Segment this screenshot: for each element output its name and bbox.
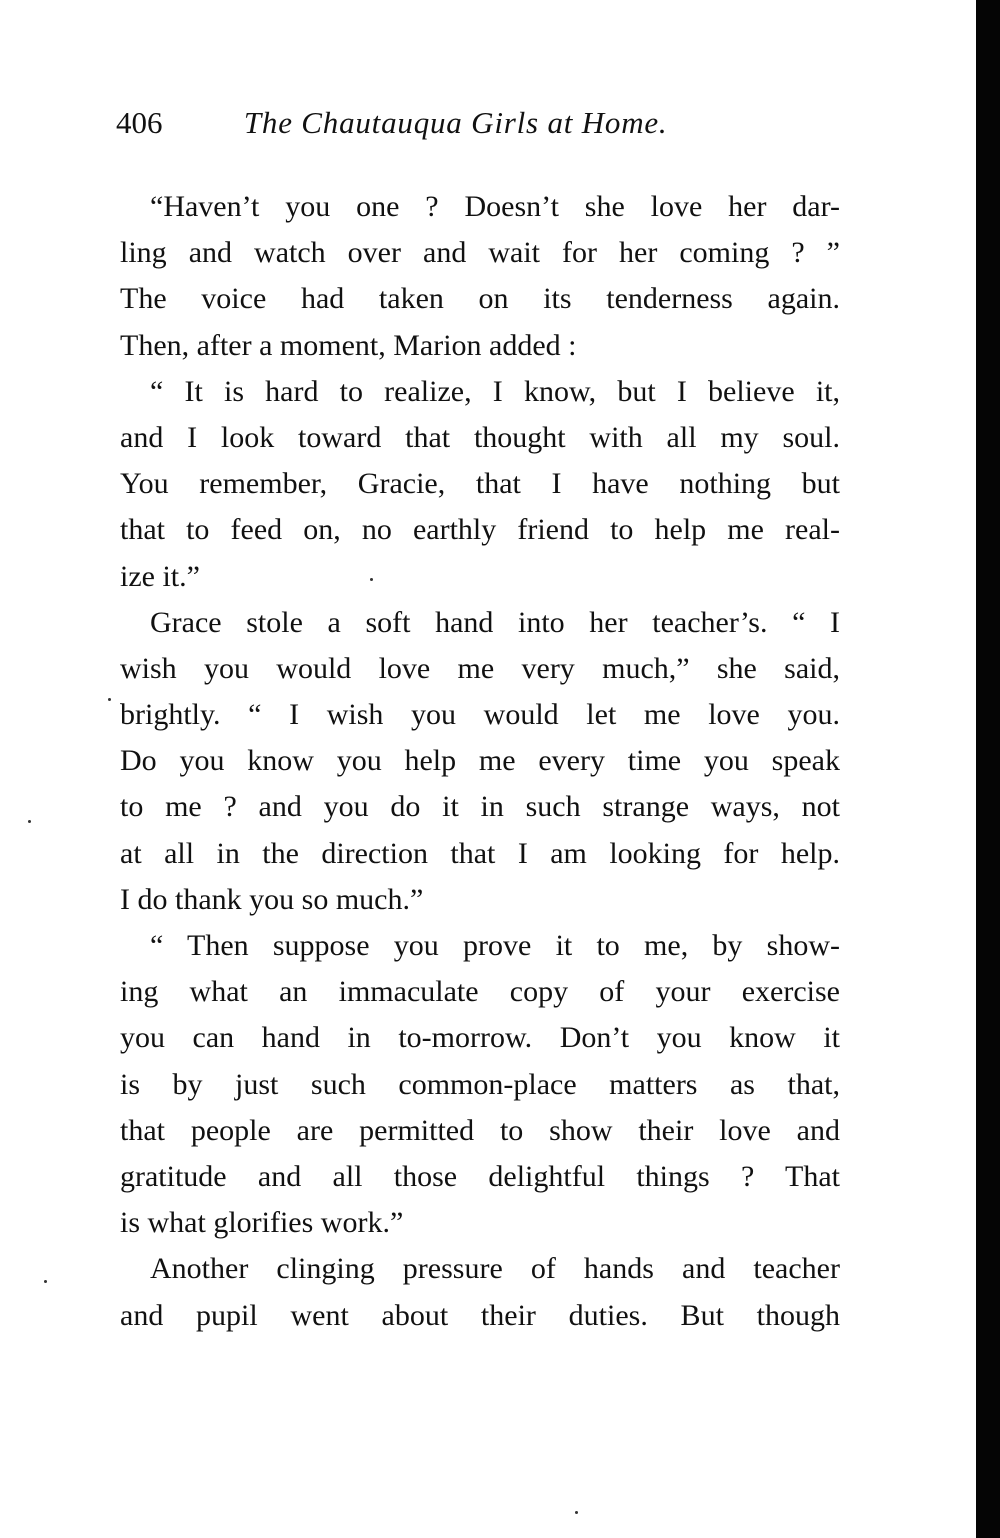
running-head [116, 98, 756, 148]
text-line: “Haven’t you one ? Doesn’t she love her dar- [150, 190, 840, 223]
text-line: to me ? and you do it in such strange ways, not [120, 790, 840, 824]
page-number: 406 [116, 105, 163, 140]
text-line: brightly. “ I wish you would let me love you. [120, 698, 840, 732]
print-speck [108, 698, 111, 701]
text-line: ize it.” [120, 559, 200, 593]
print-speck [370, 578, 373, 581]
text-line: Do you know you help me every time you speak [120, 744, 840, 778]
text-line: “ Then suppose you prove it to me, by show- [150, 929, 840, 962]
text-line: that to feed on, no earthly friend to help me real- [120, 513, 840, 547]
scan-edge-shadow [976, 0, 1000, 1538]
book-title: The Chautauqua Girls at Home. [243, 105, 668, 140]
print-speck [28, 820, 31, 823]
text-line: and I look toward that thought with all my soul. [120, 420, 840, 454]
text-line: Then, after a moment, Marion added : [120, 328, 577, 362]
text-line: is what glorifies work.” [120, 1206, 404, 1240]
text-line: ling and watch over and wait for her coming ? ” [120, 236, 840, 270]
body-text [120, 184, 840, 1339]
text-line: The voice had taken on its tenderness again. [120, 282, 840, 316]
text-line: ing what an immaculate copy of your exercise [120, 975, 840, 1009]
text-line: that people are permitted to show their love and [120, 1113, 840, 1147]
text-line: “ It is hard to realize, I know, but I believe it, [150, 374, 840, 408]
print-speck [575, 1511, 578, 1514]
text-line: Another clinging pressure of hands and teacher [150, 1252, 840, 1286]
text-line: wish you would love me very much,” she said, [120, 651, 840, 685]
text-line: gratitude and all those delightful things ? That [120, 1159, 840, 1193]
text-line: and pupil went about their duties. But though [120, 1298, 840, 1332]
text-line: at all in the direction that I am looking for help. [120, 836, 840, 870]
text-line: You remember, Gracie, that I have nothing but [120, 467, 840, 501]
text-line: I do thank you so much.” [120, 882, 424, 916]
print-speck [44, 1280, 47, 1283]
text-line: Grace stole a soft hand into her teacher’s. “ I [150, 605, 840, 639]
text-line: you can hand in to-morrow. Don’t you know it [120, 1021, 840, 1055]
text-line: is by just such common-place matters as that, [120, 1067, 840, 1101]
